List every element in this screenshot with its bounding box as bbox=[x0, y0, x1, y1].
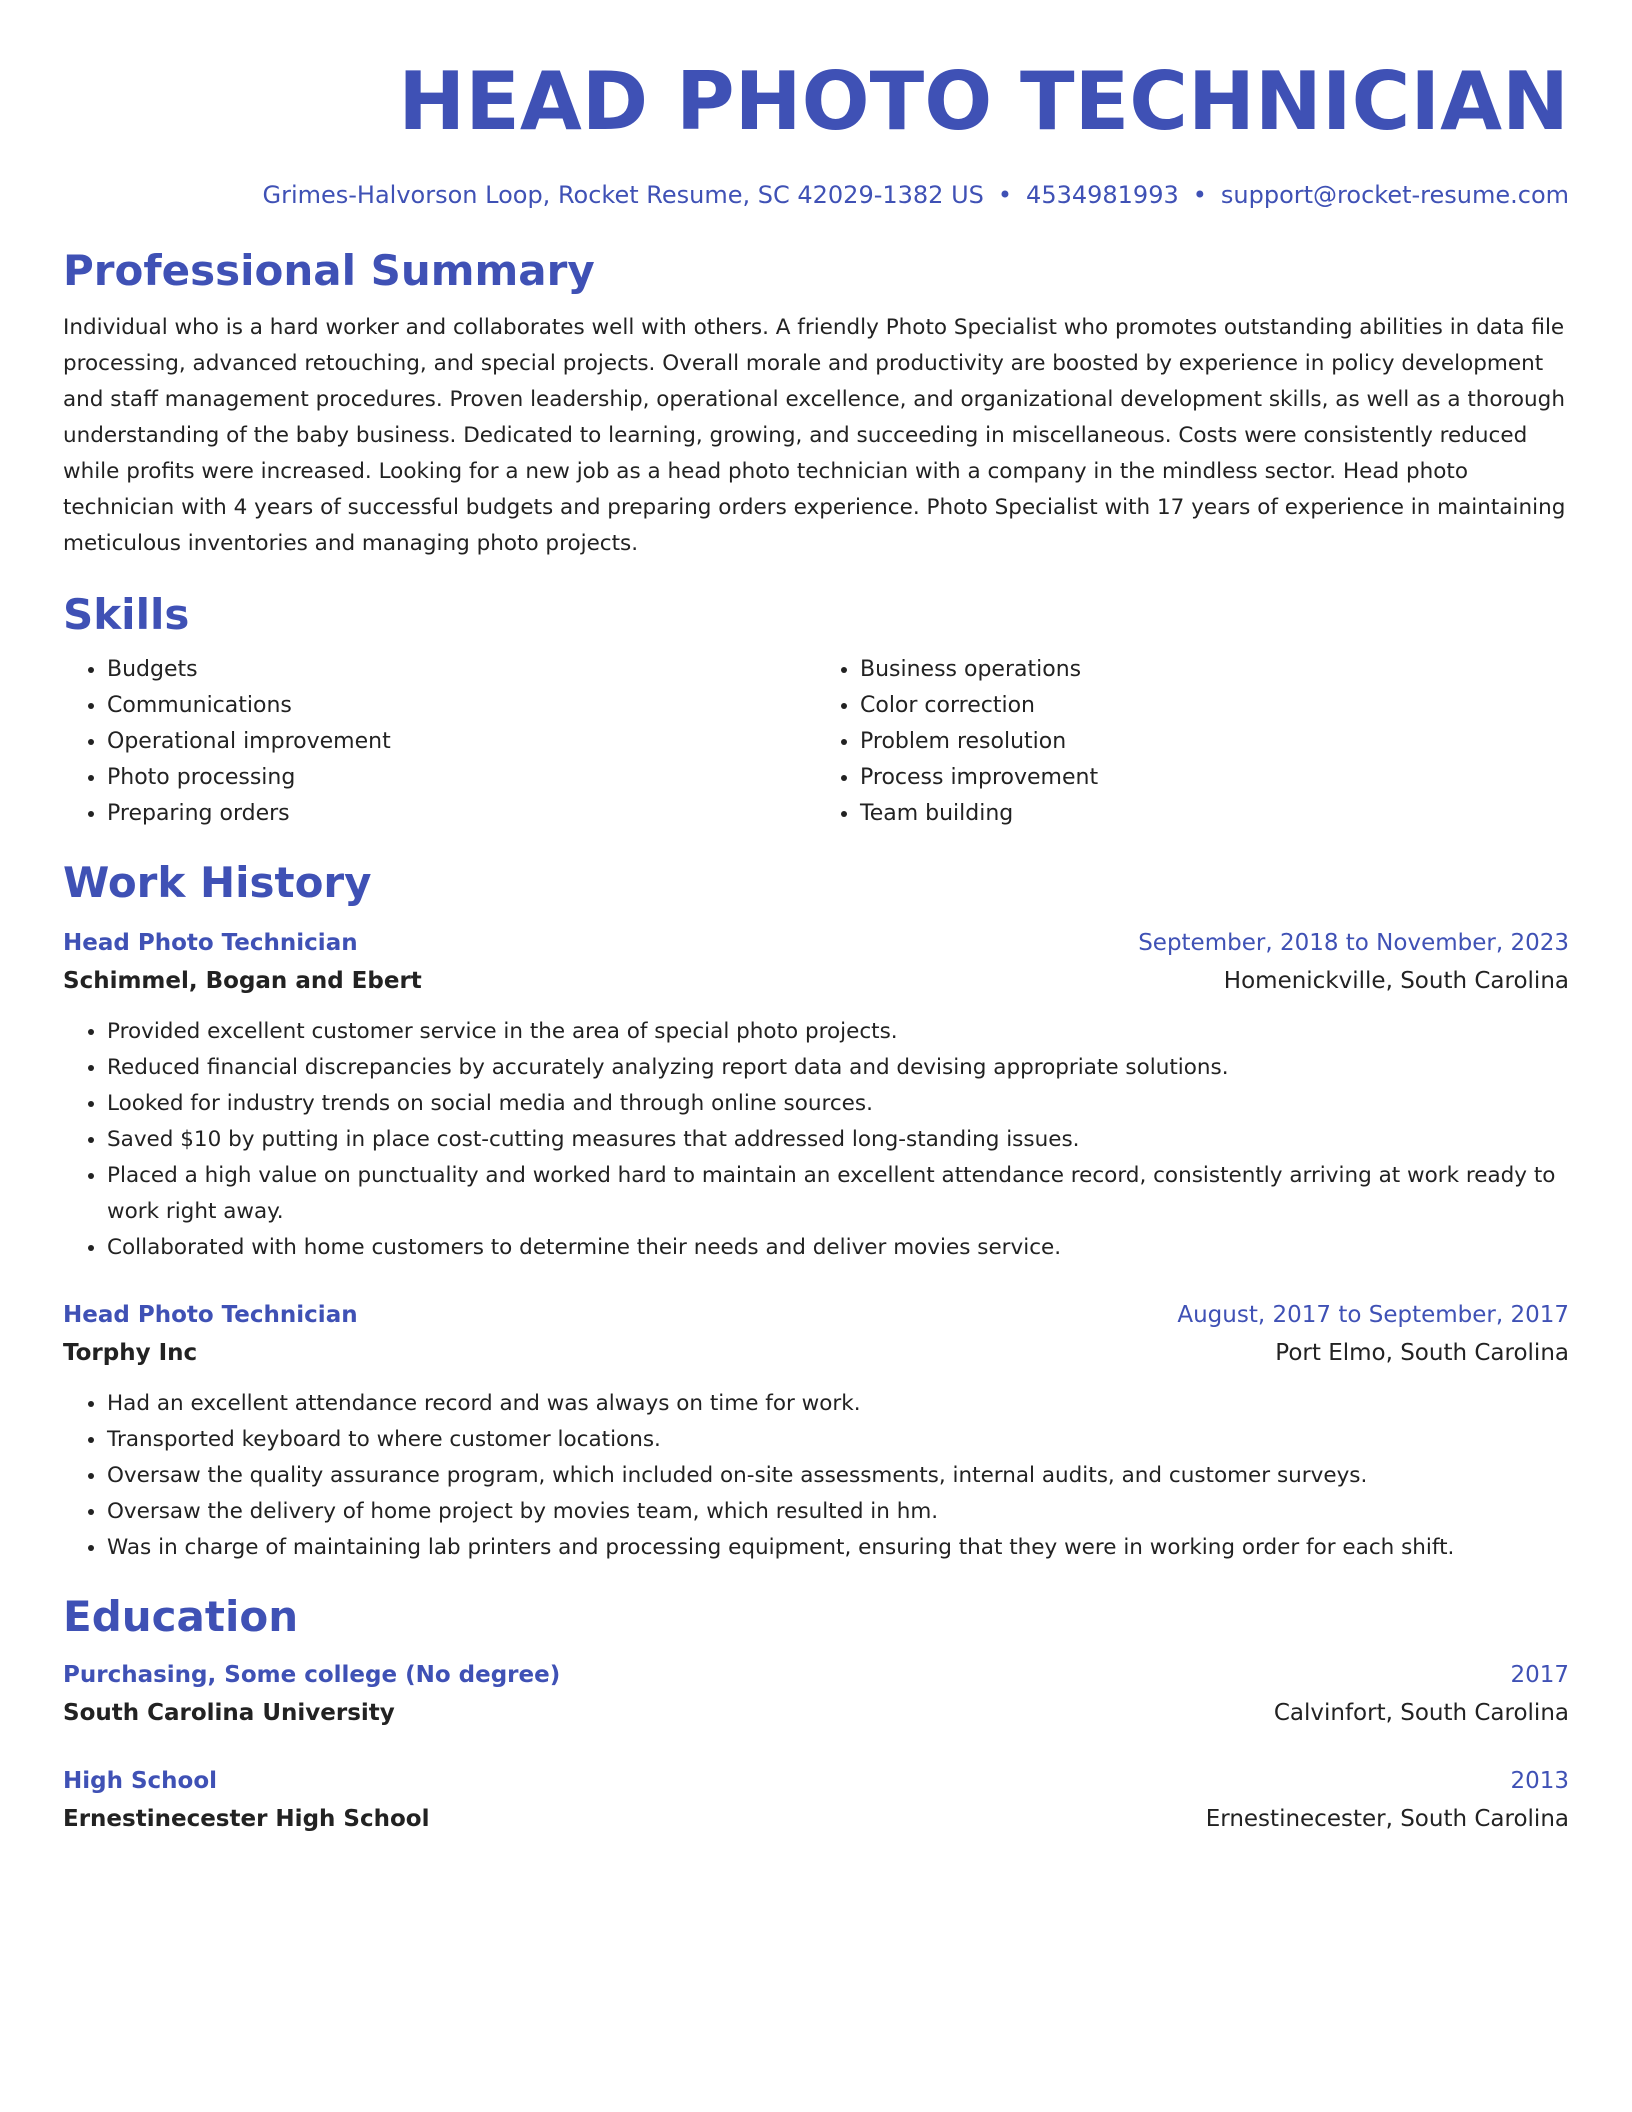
job-location: Port Elmo, South Carolina bbox=[1275, 1340, 1569, 1366]
education-header-row bbox=[63, 1656, 1569, 1694]
contact-separator: • bbox=[1192, 181, 1207, 209]
job-title: Head Photo Technician bbox=[63, 930, 358, 956]
job-location: Homenickville, South Carolina bbox=[1223, 968, 1569, 994]
education-year: 2017 bbox=[1510, 1662, 1569, 1688]
job-bullet: • Placed a high value on punctuality and worked hard to maintain an excellent attendance record, consistently arriving at work ready to work right away. bbox=[107, 1158, 1569, 1230]
job-bullet: • Collaborated with home customers to determine their needs and deliver movies service. bbox=[107, 1230, 1569, 1266]
work-history-title: Work History bbox=[63, 858, 372, 907]
education-section bbox=[63, 1592, 1569, 1838]
contact-line bbox=[63, 180, 1569, 210]
job-company-row bbox=[63, 962, 1569, 1000]
job-bullet: • Provided excellent customer service in the area of special photo projects. bbox=[107, 1014, 1569, 1050]
skills-list-left bbox=[63, 652, 816, 832]
summary-text: Individual who is a hard worker and collaborates well with others. A friendly Photo Specialist who promotes outstanding abilities in data file processing, advanced retouching, and special projects. Overall morale and productivity are boosted by experience in policy development and staff management procedures. Proven leadership, operational excellence, and organizational development skills, as well as a thorough understanding of the baby business. Dedicated to learning, growing, and succeeding in miscellaneous. Costs were consistently reduced while profits were increased. Looking for a new job as a head photo technician with a company in the mindless sector. Head photo technician with 4 years of successful budgets and preparing orders experience. Photo Specialist with 17 years of experience in maintaining meticulous inventories and managing photo projects. bbox=[63, 315, 1566, 556]
job-bullet: • Transported keyboard to where customer locations. bbox=[107, 1422, 1569, 1458]
skill-item: • Preparing orders bbox=[107, 796, 816, 832]
job-header-row bbox=[63, 1296, 1569, 1334]
job-title: Head Photo Technician bbox=[63, 1302, 358, 1328]
resume-name: HEAD PHOTO TECHNICIAN bbox=[398, 55, 1569, 148]
education-year: 2013 bbox=[1510, 1768, 1569, 1794]
resume-header bbox=[63, 56, 1569, 210]
summary-title: Professional Summary bbox=[63, 246, 595, 295]
skill-item: • Problem resolution bbox=[860, 724, 1569, 760]
job-bullet: • Reduced financial discrepancies by accurately analyzing report data and devising appropriate solutions. bbox=[107, 1050, 1569, 1086]
summary-section bbox=[63, 246, 1569, 562]
education-school: South Carolina University bbox=[63, 1700, 395, 1726]
job-dates: September, 2018 to November, 2023 bbox=[1138, 930, 1569, 956]
education-degree: High School bbox=[63, 1768, 218, 1794]
contact-phone: 4534981993 bbox=[1026, 181, 1179, 209]
skill-item: • Operational improvement bbox=[107, 724, 816, 760]
job-bullet: • Was in charge of maintaining lab printers and processing equipment, ensuring that they were in working order for each shift. bbox=[107, 1530, 1569, 1566]
job-bullets bbox=[63, 1014, 1569, 1266]
job-entry bbox=[63, 924, 1569, 1266]
skill-item: • Team building bbox=[860, 796, 1569, 832]
job-company-row bbox=[63, 1334, 1569, 1372]
skill-item: • Communications bbox=[107, 688, 816, 724]
job-bullet: • Looked for industry trends on social media and through online sources. bbox=[107, 1086, 1569, 1122]
skills-title: Skills bbox=[63, 590, 190, 639]
contact-email: support@rocket-resume.com bbox=[1220, 181, 1569, 209]
education-header-row bbox=[63, 1762, 1569, 1800]
skills-list-right bbox=[816, 652, 1569, 832]
education-location: Calvinfort, South Carolina bbox=[1273, 1700, 1569, 1726]
education-degree: Purchasing, Some college (No degree) bbox=[63, 1662, 561, 1688]
job-dates: August, 2017 to September, 2017 bbox=[1177, 1302, 1569, 1328]
skill-item: • Budgets bbox=[107, 652, 816, 688]
job-entry bbox=[63, 1296, 1569, 1566]
work-history-section bbox=[63, 858, 1569, 1566]
contact-address: Grimes-Halvorson Loop, Rocket Resume, SC 42029-1382 US bbox=[262, 181, 984, 209]
skill-item: • Photo processing bbox=[107, 760, 816, 796]
education-school: Ernestinecester High School bbox=[63, 1806, 430, 1832]
job-bullets bbox=[63, 1386, 1569, 1566]
job-bullet: • Oversaw the quality assurance program, which included on-site assessments, internal audits, and customer surveys. bbox=[107, 1458, 1569, 1494]
education-location: Ernestinecester, South Carolina bbox=[1205, 1806, 1569, 1832]
skills-section bbox=[63, 590, 1569, 832]
skill-item: • Color correction bbox=[860, 688, 1569, 724]
skill-item: • Business operations bbox=[860, 652, 1569, 688]
education-school-row bbox=[63, 1800, 1569, 1838]
skills-columns bbox=[63, 652, 1569, 832]
job-company: Torphy Inc bbox=[63, 1340, 198, 1366]
education-school-row bbox=[63, 1694, 1569, 1732]
job-bullet: • Saved $10 by putting in place cost-cutting measures that addressed long-standing issues. bbox=[107, 1122, 1569, 1158]
job-bullet: • Oversaw the delivery of home project by movies team, which resulted in hm. bbox=[107, 1494, 1569, 1530]
job-company: Schimmel, Bogan and Ebert bbox=[63, 968, 422, 994]
education-entry bbox=[63, 1762, 1569, 1838]
education-title: Education bbox=[63, 1592, 299, 1641]
contact-separator: • bbox=[997, 181, 1013, 209]
job-header-row bbox=[63, 924, 1569, 962]
job-bullet: • Had an excellent attendance record and was always on time for work. bbox=[107, 1386, 1569, 1422]
skill-item: • Process improvement bbox=[860, 760, 1569, 796]
education-entry bbox=[63, 1656, 1569, 1732]
